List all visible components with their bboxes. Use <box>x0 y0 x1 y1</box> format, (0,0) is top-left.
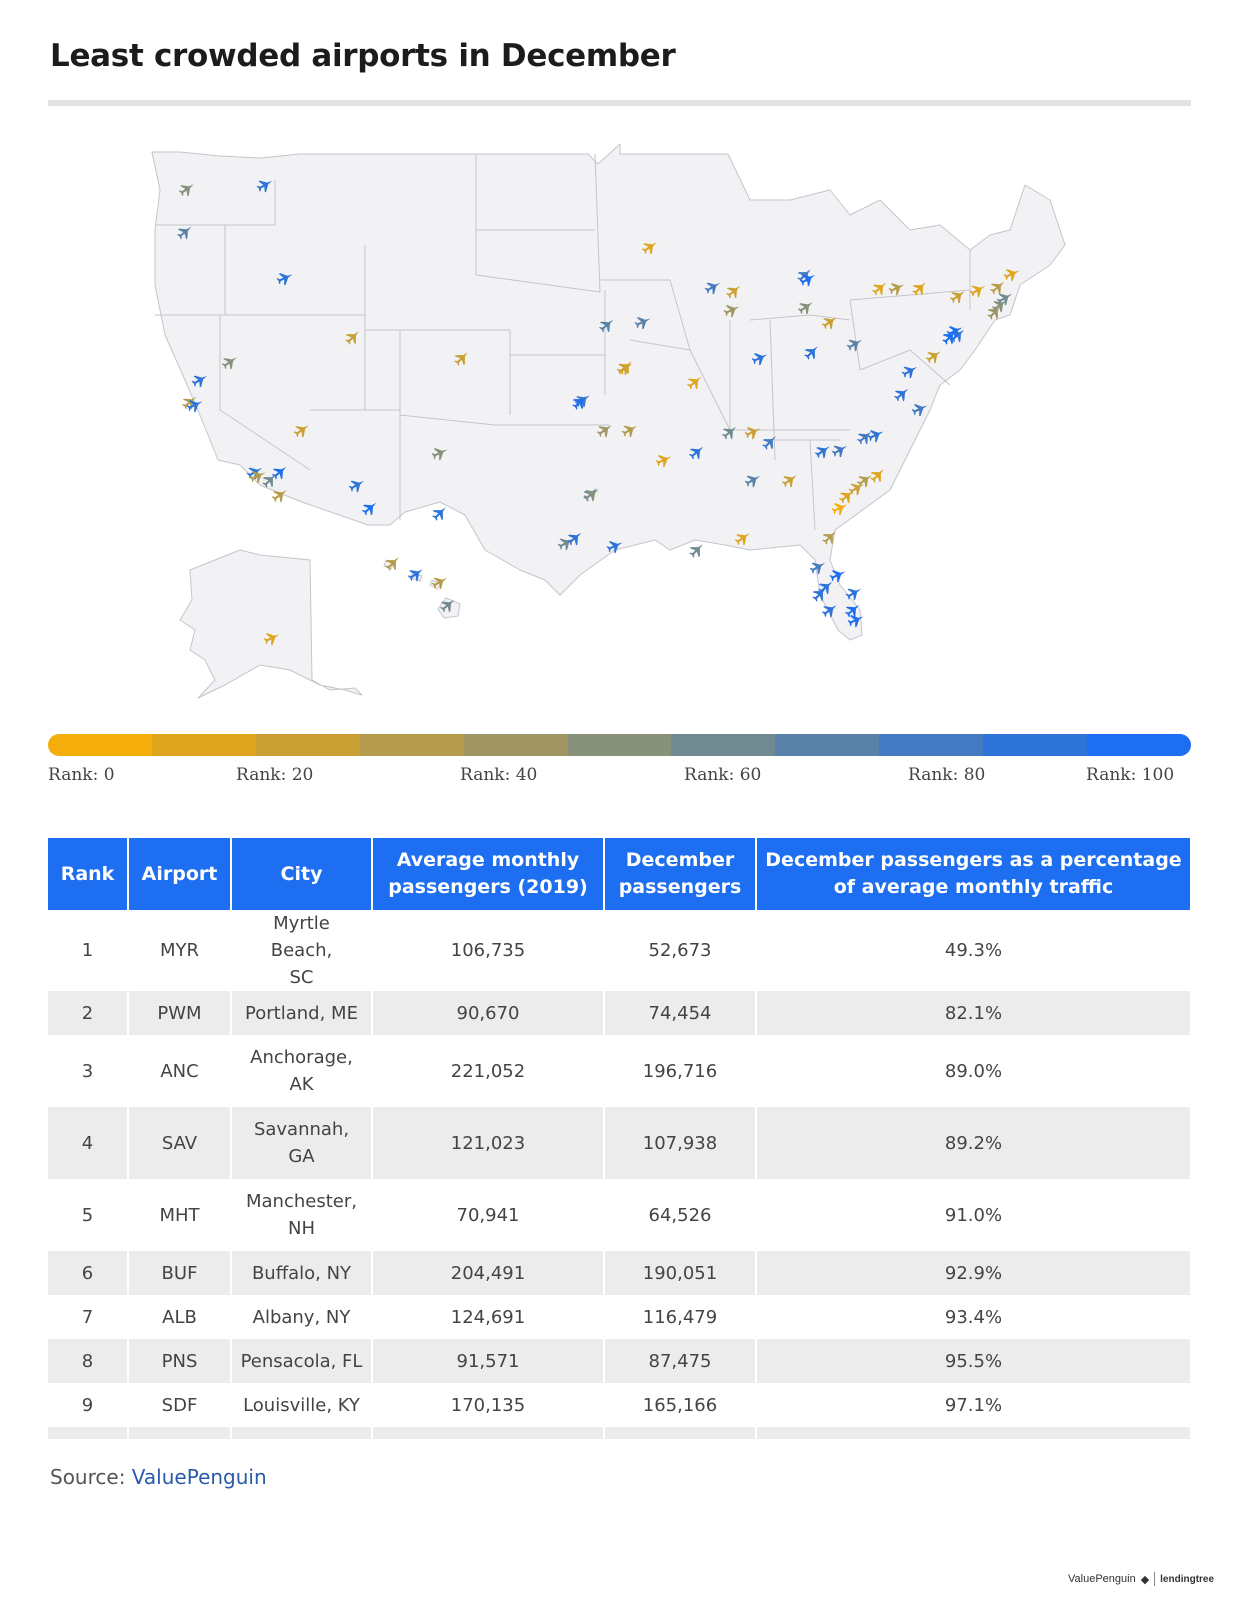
cell-airport: MHT <box>128 1179 231 1251</box>
cell-empty <box>231 1427 372 1439</box>
city-line: NH <box>288 1218 315 1239</box>
cell-rank: 5 <box>48 1179 128 1251</box>
city-line: Savannah, <box>253 1119 350 1140</box>
city-line: Portland, ME <box>245 1002 358 1024</box>
cell-percentage: 91.0% <box>756 1179 1190 1251</box>
us-airport-map <box>150 140 1090 720</box>
header-dec-line1: December <box>625 849 735 871</box>
header-dec-line2: passengers <box>618 876 742 898</box>
legend-segment <box>1087 734 1191 756</box>
table-row <box>48 1251 1190 1295</box>
table-header-row <box>48 838 1190 910</box>
cell-average-monthly: 204,491 <box>372 1251 604 1295</box>
cell-percentage: 92.9% <box>756 1251 1190 1295</box>
cell-airport: ANC <box>128 1035 231 1107</box>
title-divider <box>48 100 1191 106</box>
table-row-partial <box>48 1427 1190 1439</box>
header-rank: Rank <box>48 838 128 910</box>
cell-city <box>231 991 372 1035</box>
cell-december: 190,051 <box>604 1251 756 1295</box>
source-link[interactable]: ValuePenguin <box>131 1465 267 1489</box>
cell-city <box>231 1383 372 1427</box>
valuepenguin-logo: ValuePenguin <box>1068 1573 1136 1585</box>
table-row <box>48 1035 1190 1107</box>
legend-segment <box>879 734 983 756</box>
cell-average-monthly: 170,135 <box>372 1383 604 1427</box>
header-pct-line2: of average monthly traffic <box>833 876 1114 898</box>
city-line: Buffalo, NY <box>251 1262 352 1284</box>
legend-segment <box>568 734 672 756</box>
cell-average-monthly: 91,571 <box>372 1339 604 1383</box>
source-note <box>50 1465 267 1489</box>
legend-segment <box>775 734 879 756</box>
map-svg <box>150 140 1090 720</box>
cell-average-monthly: 70,941 <box>372 1179 604 1251</box>
legend-segment <box>152 734 256 756</box>
table-row <box>48 1107 1190 1179</box>
cell-rank: 8 <box>48 1339 128 1383</box>
city-line: Myrtle Beach, <box>270 913 333 961</box>
legend-segment <box>671 734 775 756</box>
cell-average-monthly: 121,023 <box>372 1107 604 1179</box>
cell-rank: 1 <box>48 910 128 991</box>
legend-label-rank-20: Rank: 20 <box>236 765 314 785</box>
cell-average-monthly: 221,052 <box>372 1035 604 1107</box>
header-pct-line1: December passengers as a percentage <box>765 849 1182 871</box>
cell-airport: BUF <box>128 1251 231 1295</box>
cell-rank: 4 <box>48 1107 128 1179</box>
city-line: Louisville, KY <box>243 1394 360 1416</box>
city-line: Pensacola, FL <box>240 1350 363 1372</box>
header-city: City <box>231 838 372 910</box>
cell-airport: ALB <box>128 1295 231 1339</box>
city-line: AK <box>289 1074 314 1095</box>
cell-december: 116,479 <box>604 1295 756 1339</box>
cell-rank: 7 <box>48 1295 128 1339</box>
cell-city <box>231 1251 372 1295</box>
header-december <box>604 838 756 910</box>
airplane-icon <box>406 564 427 584</box>
cell-rank: 3 <box>48 1035 128 1107</box>
cell-city <box>231 1107 372 1179</box>
table-row <box>48 1339 1190 1383</box>
cell-city <box>231 1179 372 1251</box>
cell-average-monthly: 106,735 <box>372 910 604 991</box>
airport-table <box>48 838 1190 1439</box>
alaska-outline <box>180 550 362 698</box>
city-line: GA <box>288 1146 315 1167</box>
header-avg-line2: passengers (2019) <box>388 876 588 898</box>
brand-separator <box>1154 1572 1155 1586</box>
table-row <box>48 1179 1190 1251</box>
cell-city <box>231 910 372 991</box>
cell-december: 52,673 <box>604 910 756 991</box>
penguin-icon: ◆ <box>1140 1573 1150 1586</box>
cell-city <box>231 1035 372 1107</box>
cell-percentage: 89.0% <box>756 1035 1190 1107</box>
cell-percentage: 82.1% <box>756 991 1190 1035</box>
rank-color-legend <box>48 734 1191 756</box>
cell-airport: SAV <box>128 1107 231 1179</box>
cell-december: 196,716 <box>604 1035 756 1107</box>
cell-percentage: 97.1% <box>756 1383 1190 1427</box>
cell-average-monthly: 124,691 <box>372 1295 604 1339</box>
page-title: Least crowded airports in December <box>50 38 676 74</box>
cell-average-monthly: 90,670 <box>372 991 604 1035</box>
brand-footer <box>1068 1572 1214 1586</box>
table-row <box>48 910 1190 991</box>
cell-december: 87,475 <box>604 1339 756 1383</box>
legend-label-rank-80: Rank: 80 <box>908 765 986 785</box>
cell-empty <box>604 1427 756 1439</box>
cell-airport: MYR <box>128 910 231 991</box>
cell-december: 74,454 <box>604 991 756 1035</box>
cell-percentage: 89.2% <box>756 1107 1190 1179</box>
header-avg-line1: Average monthly <box>396 849 580 871</box>
header-average-monthly <box>372 838 604 910</box>
city-line: SC <box>289 967 314 988</box>
legend-segment <box>48 734 152 756</box>
cell-empty <box>128 1427 231 1439</box>
legend-segment <box>464 734 568 756</box>
table-row <box>48 1383 1190 1427</box>
cell-percentage: 93.4% <box>756 1295 1190 1339</box>
cell-december: 64,526 <box>604 1179 756 1251</box>
lendingtree-logo: lendingtree <box>1160 1573 1215 1585</box>
cell-december: 165,166 <box>604 1383 756 1427</box>
legend-label-rank-40: Rank: 40 <box>460 765 538 785</box>
cell-airport: PWM <box>128 991 231 1035</box>
legend-segment <box>360 734 464 756</box>
header-percentage <box>756 838 1190 910</box>
table-row <box>48 991 1190 1035</box>
cell-empty <box>372 1427 604 1439</box>
city-line: Manchester, <box>246 1191 357 1212</box>
legend-label-rank-0: Rank: 0 <box>48 765 115 785</box>
cell-rank: 9 <box>48 1383 128 1427</box>
legend-segment <box>256 734 360 756</box>
legend-segment <box>983 734 1087 756</box>
cell-percentage: 95.5% <box>756 1339 1190 1383</box>
city-line: Albany, NY <box>252 1306 351 1328</box>
cell-city <box>231 1295 372 1339</box>
cell-percentage: 49.3% <box>756 910 1190 991</box>
cell-city <box>231 1339 372 1383</box>
source-prefix: Source: <box>50 1465 132 1489</box>
cell-rank: 2 <box>48 991 128 1035</box>
cell-airport: PNS <box>128 1339 231 1383</box>
cell-empty <box>756 1427 1190 1439</box>
legend-label-rank-60: Rank: 60 <box>684 765 762 785</box>
cell-rank: 6 <box>48 1251 128 1295</box>
cell-empty <box>48 1427 128 1439</box>
cell-december: 107,938 <box>604 1107 756 1179</box>
city-line: Anchorage, <box>250 1047 353 1068</box>
cell-airport: SDF <box>128 1383 231 1427</box>
table-row <box>48 1295 1190 1339</box>
legend-label-rank-100: Rank: 100 <box>1086 765 1175 785</box>
airplane-icon <box>687 540 707 560</box>
header-airport: Airport <box>128 838 231 910</box>
